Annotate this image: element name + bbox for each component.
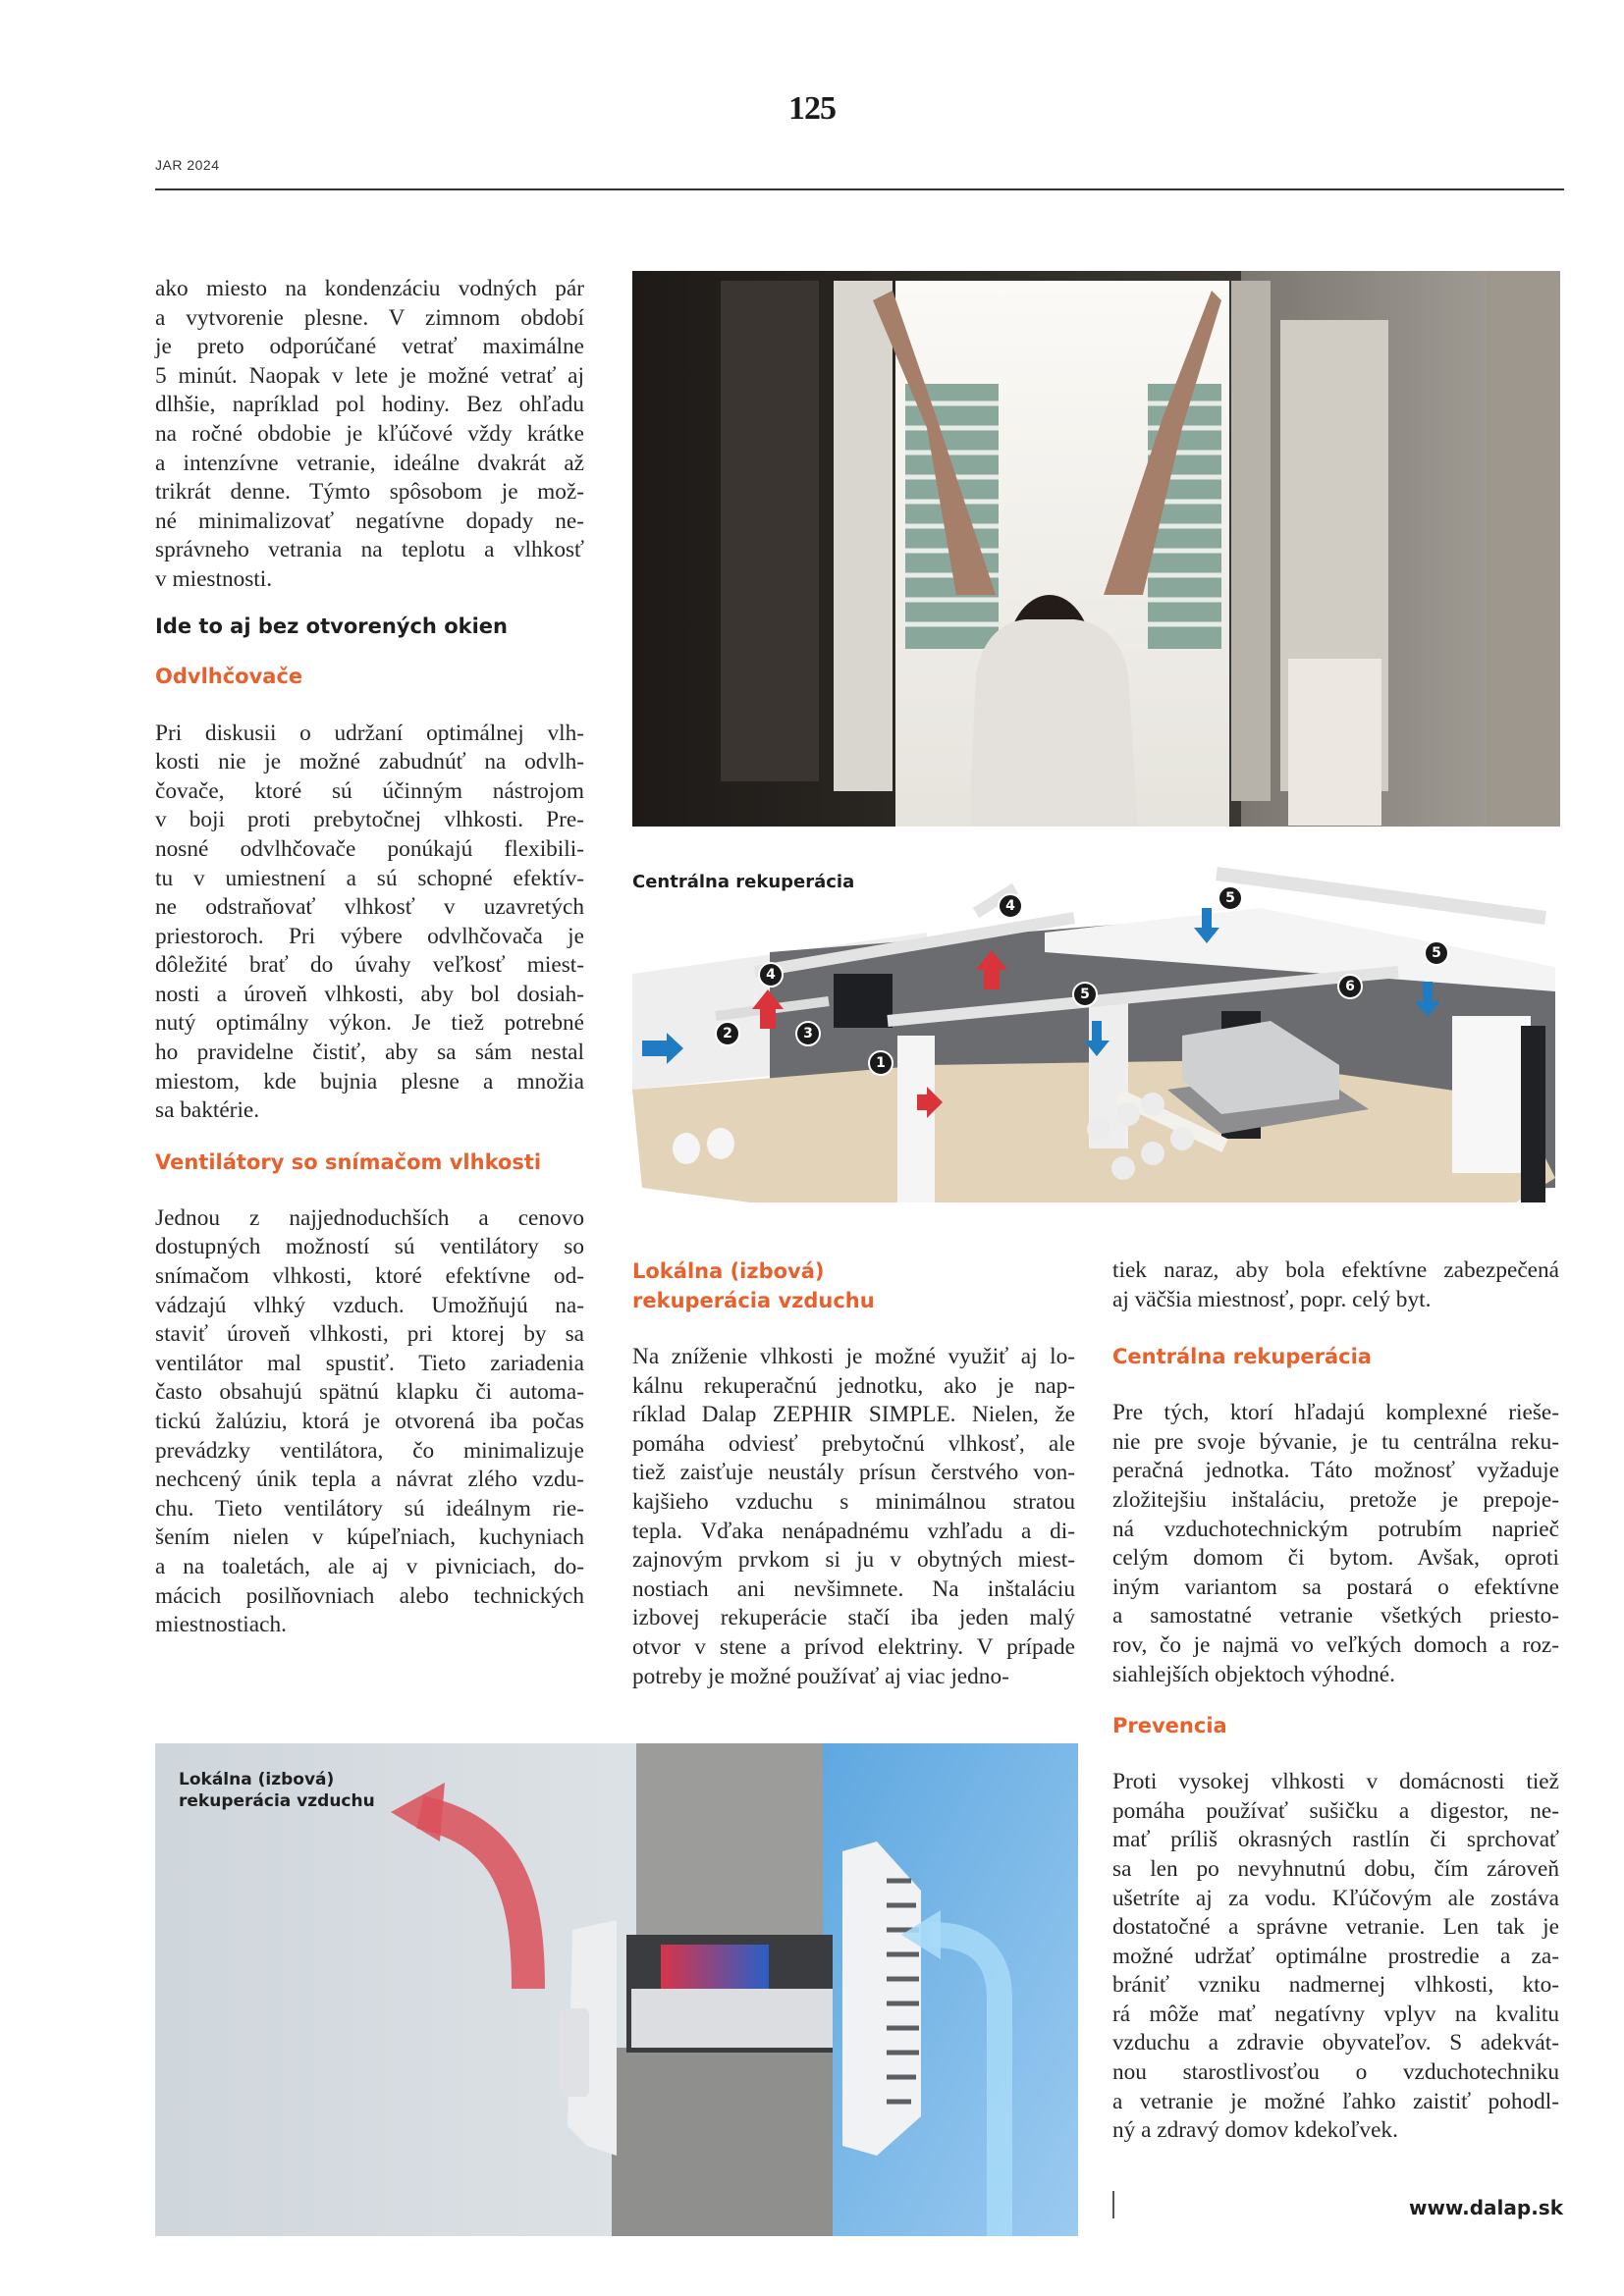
text-line: trikrát denne. Týmto spôsobom je mož-	[155, 479, 584, 506]
text-line: a vytvorenie plesne. V zimnom období	[155, 304, 584, 331]
text-line: v boji proti prebytočnej vlhkosti. Pre-	[155, 807, 584, 833]
text-line: ne odstraňovať vlhkosť v uzavretých	[155, 894, 584, 921]
text-line: dôležité brať do úvahy veľkosť miest-	[155, 952, 584, 979]
text-line: pomáha používať sušičku a digestor, ne-	[1112, 1797, 1559, 1824]
text-line: izbovej rekuperácie stačí iba jeden malý	[632, 1605, 1075, 1631]
text-line: nostiach ani nevšimnete. Na inštaláciu	[632, 1575, 1075, 1602]
section-heading: Ide to aj bez otvorených okien	[155, 614, 508, 638]
text-line: nosti a úroveň vlhkosti, aby bol dosiah-	[155, 981, 584, 1007]
text-line: často obsahujú spätnú klapku či automa-	[155, 1379, 584, 1406]
header-rule	[155, 188, 1564, 190]
text-line: prevádzky ventilátora, čo minimalizuje	[155, 1437, 584, 1464]
text-line: nutý optimálny výkon. Je tiež potrebné	[155, 1010, 584, 1037]
page-number: 125	[788, 90, 836, 127]
prevention-paragraph	[1112, 1768, 1559, 2146]
column-2	[632, 1256, 1075, 1691]
issue-label: JAR 2024	[155, 157, 220, 173]
text-line: vzduchu a zdravie obyvateľov. S adekvát-	[1112, 2030, 1559, 2056]
local-recuperation-unit-photo	[155, 1743, 1078, 2236]
subheading-dehumidifiers: Odvlhčovače	[155, 664, 303, 688]
central-recuperation-paragraph	[1112, 1399, 1559, 1689]
footer-divider	[1112, 2191, 1114, 2218]
text-line: dlhšie, napríklad pol hodiny. Bez ohľadu	[155, 392, 584, 418]
text-line: 5 minút. Naopak v lete je možné vetrať aj	[155, 362, 584, 389]
woman-at-window-image	[632, 271, 1560, 827]
text-line: iným variantom sa postará o efektívne	[1112, 1574, 1559, 1600]
text-line: rá môže mať negatívny vplyv na kvalitu	[1112, 2001, 1559, 2027]
text-line: a samostatné vetranie všetkých priesto-	[1112, 1603, 1559, 1629]
text-line: mať príliš okrasných rastlín či sprchovať	[1112, 1827, 1559, 1853]
dehumidifiers-paragraph	[155, 720, 584, 1126]
text-line: kajšieho vzduchu s minimálnou stratou	[632, 1488, 1075, 1515]
text-line: a vetranie je možné ľahko zaistiť pohodl-	[1112, 2088, 1559, 2114]
marker-2: 2	[715, 1021, 740, 1046]
text-line: celým domom či bytom. Avšak, oproti	[1112, 1545, 1559, 1572]
column-3	[1112, 1256, 1559, 2146]
heading-line-1: Lokálna (izbová)	[632, 1259, 825, 1283]
marker-5b: 5	[1218, 885, 1243, 911]
text-line: sa baktérie.	[155, 1097, 260, 1124]
text-line: siahlejších objektoch výhodné.	[1112, 1661, 1395, 1687]
text-line: Jednou z najjednoduchších a cenovo	[155, 1204, 584, 1231]
text-line: miestnostiach.	[155, 1612, 287, 1638]
text-line: kálnu rekuperačnú jednotku, ako je nap-	[632, 1372, 1075, 1399]
text-line: zložitejšiu inštaláciu, pretože je prepoje-	[1112, 1486, 1559, 1513]
subheading-fans: Ventilátory so snímačom vlhkosti	[155, 1149, 542, 1174]
marker-3: 3	[795, 1021, 821, 1046]
text-line: nosné odvlhčovače ponúkajú flexibili-	[155, 835, 584, 862]
text-line: peračná jednotka. Táto možnosť vyžaduje	[1112, 1458, 1559, 1484]
text-line: Proti vysokej vlhkosti v domácnosti tiež	[1112, 1769, 1559, 1795]
intro-paragraph	[155, 275, 584, 595]
text-line: a na toaletách, ale aj v pivniciach, do-	[155, 1553, 584, 1579]
text-line: vádzajú vlhký vzduch. Umožňujú na-	[155, 1292, 584, 1318]
text-line: Pre tých, ktorí hľadajú komplexné rieše-	[1112, 1400, 1559, 1426]
text-line: tiek naraz, aby bola efektívne zabezpečená	[1112, 1257, 1559, 1283]
text-line: priestoroch. Pri výbere odvlhčovača je	[155, 923, 584, 949]
text-line: rov, čo je najmä vo veľkých domoch a roz-	[1112, 1631, 1559, 1658]
text-line: ná vzduchotechnickým potrubím naprieč	[1112, 1516, 1559, 1542]
text-line: a intenzívne vetranie, ideálne dvakrát až	[155, 450, 584, 476]
text-line: snímačom vlhkosti, ktoré efektívne od-	[155, 1263, 584, 1290]
text-line: možné udržať optimálne prostredie a za-	[1112, 1943, 1559, 1969]
column-1	[155, 275, 584, 1640]
wall-unit-illustration	[155, 1743, 1078, 2236]
text-line: tickú žalúziu, ktorá je otvorená iba počas	[155, 1409, 584, 1434]
marker-4a: 4	[758, 962, 784, 988]
text-line: kosti nie je možné zabudnúť na odvlh-	[155, 749, 584, 775]
caption-line-1: Lokálna (izbová)	[179, 1770, 335, 1789]
text-line: na ročné obdobie je kľúčové vždy krátke	[155, 420, 584, 447]
text-line: šením nielen v kúpeľniach, kuchyniach	[155, 1524, 584, 1551]
text-line: je preto odporúčané vetrať maximálne	[155, 334, 584, 360]
text-line: v miestnosti.	[155, 565, 273, 592]
marker-6: 6	[1337, 974, 1363, 999]
text-line: tiež zaisťuje neustály prísun čerstvého von-	[632, 1460, 1075, 1486]
text-line: Na zníženie vlhkosti je možné využiť aj lo-	[632, 1344, 1075, 1369]
marker-4b: 4	[998, 893, 1023, 919]
text-line: pomáha odviesť prebytočnú vlhkosť, ale	[632, 1430, 1075, 1457]
text-line: chu. Tieto ventilátory sú ideálnym rie-	[155, 1495, 584, 1522]
text-line: čovače, ktoré sú účinným nástrojom	[155, 777, 584, 804]
subheading-local-recuperation	[632, 1256, 1075, 1315]
text-line: Pri diskusii o udržaní optimálnej vlh-	[155, 720, 584, 746]
text-line: staviť úroveň vlhkosti, pri ktorej by sa	[155, 1321, 584, 1348]
text-line: tepla. Vďaka nenápadnému vzhľadu a di-	[632, 1518, 1075, 1544]
text-line: miestom, kde bujnia plesne a množia	[155, 1068, 584, 1095]
marker-1: 1	[868, 1050, 893, 1076]
fans-paragraph	[155, 1204, 584, 1640]
text-line: otvor v stene a prívod elektriny. V prípade	[632, 1633, 1075, 1660]
subheading-central-recuperation: Centrálna rekuperácia	[1112, 1345, 1372, 1369]
marker-5a: 5	[1072, 982, 1098, 1007]
text-line: dostatočné a správne vetranie. Len tak je	[1112, 1914, 1559, 1941]
text-line: nechcený únik tepla a návrat zlého vzdu-	[155, 1467, 584, 1493]
continued-paragraph	[1112, 1256, 1559, 1314]
text-line: ventilátor mal spustiť. Tieto zariadenia	[155, 1350, 584, 1376]
central-recuperation-diagram	[632, 864, 1560, 1217]
website-link[interactable]: www.dalap.sk	[1408, 2196, 1563, 2219]
text-line: tu v umiestnení a sú schopné efektív-	[155, 865, 584, 891]
text-line: aj väčšia miestnosť, popr. celý byt.	[1112, 1286, 1432, 1312]
text-line: dostupných možností sú ventilátory so	[155, 1234, 584, 1260]
text-line: ho pravidelne čistiť, aby sa sám nestal	[155, 1040, 584, 1066]
heading-line-2: rekuperácia vzduchu	[632, 1289, 875, 1312]
marker-5c: 5	[1424, 940, 1449, 966]
text-line: mácich posilňovniach alebo technických	[155, 1582, 584, 1609]
text-line: nie pre svoje bývanie, je tu centrálna reku-	[1112, 1428, 1559, 1455]
text-line: nou starostlivosťou o vzduchotechniku	[1112, 2059, 1559, 2086]
local-unit-caption	[179, 1769, 375, 1812]
text-line: ako miesto na kondenzáciu vodných pár	[155, 276, 584, 301]
central-diagram-caption: Centrálna rekuperácia	[632, 872, 855, 892]
text-line: ný a zdravý domov kdekoľvek.	[1112, 2117, 1398, 2144]
text-line: zajnovým prvkom si ju v obytných miest-	[632, 1547, 1075, 1574]
text-line: brániť vzniku nadmernej vlhkosti, kto-	[1112, 1972, 1559, 1999]
house-cutaway-illustration	[632, 864, 1560, 1217]
subheading-prevention: Prevencia	[1112, 1714, 1227, 1738]
text-line: ríklad Dalap ZEPHIR SIMPLE. Nielen, že	[632, 1402, 1075, 1428]
text-line: ušetríte aj za vodu. Kľúčovým ale zostáva	[1112, 1885, 1559, 1911]
caption-line-2: rekuperácia vzduchu	[179, 1791, 375, 1811]
text-line: sa len po nevyhnutnú dobu, čím zároveň	[1112, 1855, 1559, 1882]
window-photo	[632, 271, 1560, 827]
text-line: správneho vetrania na teplotu a vlhkosť	[155, 537, 584, 563]
text-line: potreby je možné používať aj viac jedno-	[632, 1663, 1009, 1689]
local-recuperation-paragraph	[632, 1343, 1075, 1691]
text-line: né minimalizovať negatívne dopady ne-	[155, 507, 584, 534]
